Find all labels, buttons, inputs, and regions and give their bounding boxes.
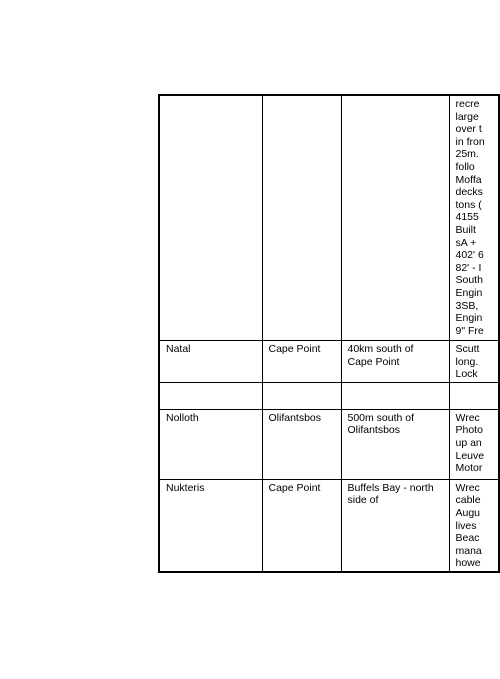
description-line: large (455, 110, 479, 123)
area-cell: Cape Point (262, 341, 341, 383)
wreck-name-cell (159, 95, 262, 341)
wreck-name-cell (159, 382, 262, 409)
description-line: up an (455, 436, 482, 449)
location-line: 500m south of (347, 411, 415, 424)
description-line: lives (455, 519, 477, 532)
description-line: long. (455, 355, 479, 368)
location-line: 40km south of (347, 343, 414, 355)
description-line: recre (455, 98, 480, 110)
description-cell (449, 95, 499, 341)
description-cell (449, 382, 499, 409)
description-line: Engin (455, 286, 483, 299)
description-line: in fron (455, 135, 485, 148)
table-row (159, 95, 499, 341)
description-line: Wrec (455, 411, 480, 424)
location-cell (341, 95, 449, 341)
wreck-name-cell: Nolloth (159, 409, 262, 479)
description-line: over t (455, 123, 482, 136)
table-row (159, 382, 499, 409)
description-line: decks (455, 186, 483, 199)
description-line: sA + (455, 236, 477, 249)
description-line: 25m. (455, 148, 479, 161)
description-line: Motor (455, 462, 483, 475)
description-line: Wrec (455, 481, 480, 494)
description-line: 4155 (455, 211, 479, 224)
description-line: mana (455, 544, 482, 557)
table-row (159, 479, 499, 572)
area-cell (262, 382, 341, 409)
description-line: Engin (455, 312, 483, 325)
area-cell (262, 95, 341, 341)
description-line: 82' - I (455, 261, 482, 274)
location-line: Olifantsbos (347, 424, 401, 437)
table-row (159, 409, 499, 479)
wreck-name-cell: Natal (159, 341, 262, 383)
description-cell (449, 479, 499, 572)
description-line: Scutt (455, 343, 480, 355)
description-line: Leuve (455, 449, 485, 462)
description-line: 402' 6 (455, 249, 484, 262)
table-row (159, 341, 499, 383)
description-line: Lock (455, 368, 478, 381)
area-cell: Olifantsbos (262, 409, 341, 479)
location-cell (341, 479, 449, 572)
description-line: howe (455, 557, 481, 570)
description-line: Moffa (455, 173, 482, 186)
location-cell (341, 409, 449, 479)
description-line: Built (455, 223, 476, 236)
description-line: Augu (455, 506, 481, 519)
description-line: follo (455, 160, 475, 173)
description-line: 9" Fre (455, 324, 484, 337)
description-cell (449, 341, 499, 383)
description-line: Photo (455, 424, 483, 437)
description-line: 3SB, (455, 299, 479, 312)
shipwreck-table (158, 94, 500, 573)
description-line: cable (455, 494, 481, 507)
area-cell: Cape Point (262, 479, 341, 572)
location-cell (341, 341, 449, 383)
description-line: Beac (455, 532, 480, 545)
location-line: Buffels Bay - north (347, 481, 434, 494)
location-cell (341, 382, 449, 409)
wreck-name-cell: Nukteris (159, 479, 262, 572)
description-cell (449, 409, 499, 479)
location-line: Cape Point (347, 355, 400, 368)
description-line: tons ( (455, 198, 482, 211)
location-line: side of (347, 494, 379, 507)
description-line: South (455, 274, 483, 287)
